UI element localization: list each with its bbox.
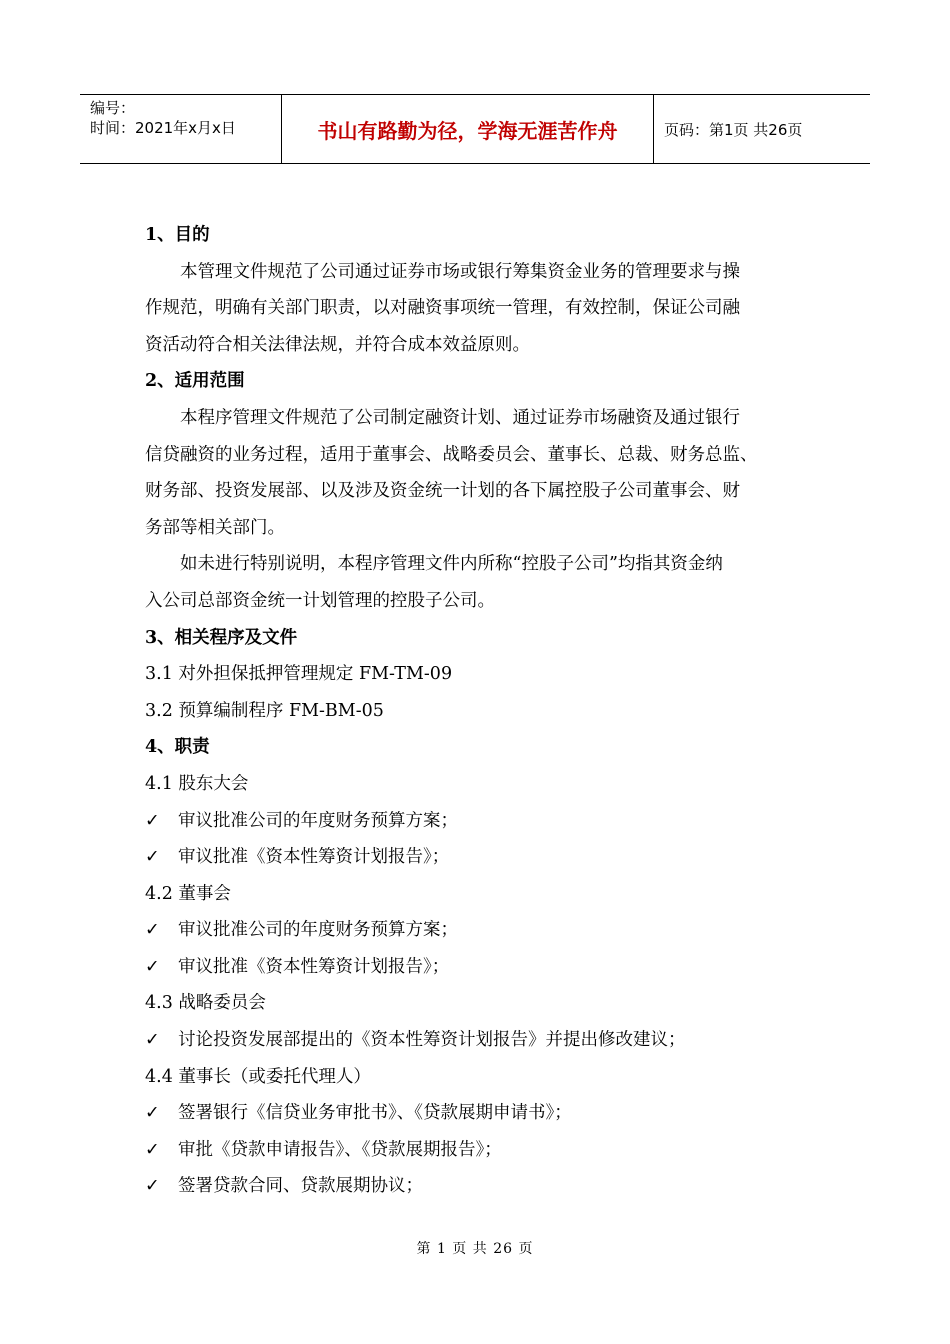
checklist-item xyxy=(145,803,815,840)
checklist-item xyxy=(145,1132,815,1169)
section-4-title: 4、职责 xyxy=(145,737,210,758)
paragraph-line: 本程序管理文件规范了公司制定融资计划、通过证券市场融资及通过银行 xyxy=(180,407,740,428)
checklist-text: 签署银行《信贷业务审批书》、《贷款展期申请书》； xyxy=(178,1103,572,1124)
paragraph-line: 资活动符合相关法律法规，并符合成本效益原则。 xyxy=(145,334,530,355)
header-motto: 书山有路勤为径，学海无涯苦作舟 xyxy=(282,95,654,163)
checklist-item xyxy=(145,1022,815,1059)
document-number-label: 编号： xyxy=(90,99,136,117)
checklist-text: 审议批准《资本性筹资计划报告》； xyxy=(178,956,450,977)
header-table xyxy=(80,94,870,164)
checklist-text: 审议批准《资本性筹资计划报告》； xyxy=(178,847,450,868)
document-date: 时间：2021年x月x日 xyxy=(90,119,236,137)
section-2-title: 2、适用范围 xyxy=(145,371,245,392)
section-1-title: 1、目的 xyxy=(145,225,210,245)
paragraph-line: 本管理文件规范了公司通过证券市场或银行筹集资金业务的管理要求与操 xyxy=(180,261,740,282)
check-icon: ✓ xyxy=(145,1139,160,1160)
checklist-item xyxy=(145,949,815,986)
checklist-text: 签署贷款合同、贷款展期协议； xyxy=(178,1176,423,1197)
check-icon: ✓ xyxy=(145,810,160,831)
check-icon: ✓ xyxy=(145,1176,160,1197)
paragraph-line: 如未进行特别说明，本程序管理文件内所称“控股子公司”均指其资金纳 xyxy=(180,554,723,575)
subsection-title: 4.3 战略委员会 xyxy=(145,993,266,1014)
header-left-cell xyxy=(80,95,282,163)
page-footer: 第 1 页 共 26 页 xyxy=(416,1241,534,1257)
subsection-title: 4.2 董事会 xyxy=(145,883,231,904)
checklist-item xyxy=(145,839,815,876)
subsection-title: 4.4 董事长（或委托代理人） xyxy=(145,1066,371,1087)
paragraph-line: 务部等相关部门。 xyxy=(145,517,285,538)
paragraph-line: 财务部、投资发展部、以及涉及资金统一计划的各下属控股子公司董事会、财 xyxy=(145,481,740,502)
paragraph-line: 作规范，明确有关部门职责，以对融资事项统一管理，有效控制，保证公司融 xyxy=(145,298,740,319)
document-body xyxy=(145,217,815,1205)
check-icon: ✓ xyxy=(145,847,160,868)
checklist-text: 讨论投资发展部提出的《资本性筹资计划报告》并提出修改建议； xyxy=(178,1030,686,1051)
paragraph-line: 信贷融资的业务过程，适用于董事会、战略委员会、董事长、总裁、财务总监、 xyxy=(145,444,758,465)
list-item: 3.1 对外担保抵押管理规定 FM-TM-09 xyxy=(145,664,453,685)
paragraph-line: 入公司总部资金统一计划管理的控股子公司。 xyxy=(145,590,495,611)
list-item: 3.2 预算编制程序 FM-BM-05 xyxy=(145,700,384,721)
section-3-title: 3、相关程序及文件 xyxy=(145,627,298,648)
checklist-text: 审议批准公司的年度财务预算方案； xyxy=(178,810,458,831)
check-icon: ✓ xyxy=(145,956,160,977)
check-icon: ✓ xyxy=(145,1103,160,1124)
checklist-text: 审批《贷款申请报告》、《贷款展期报告》； xyxy=(178,1139,502,1160)
subsection-title: 4.1 股东大会 xyxy=(145,773,249,794)
check-icon: ✓ xyxy=(145,920,160,941)
check-icon: ✓ xyxy=(145,1030,160,1051)
checklist-text: 审议批准公司的年度财务预算方案； xyxy=(178,920,458,941)
header-page-info: 页码：第1页 共26页 xyxy=(664,120,803,139)
checklist-item xyxy=(145,1168,815,1205)
checklist-item xyxy=(145,912,815,949)
checklist-item xyxy=(145,1095,815,1132)
